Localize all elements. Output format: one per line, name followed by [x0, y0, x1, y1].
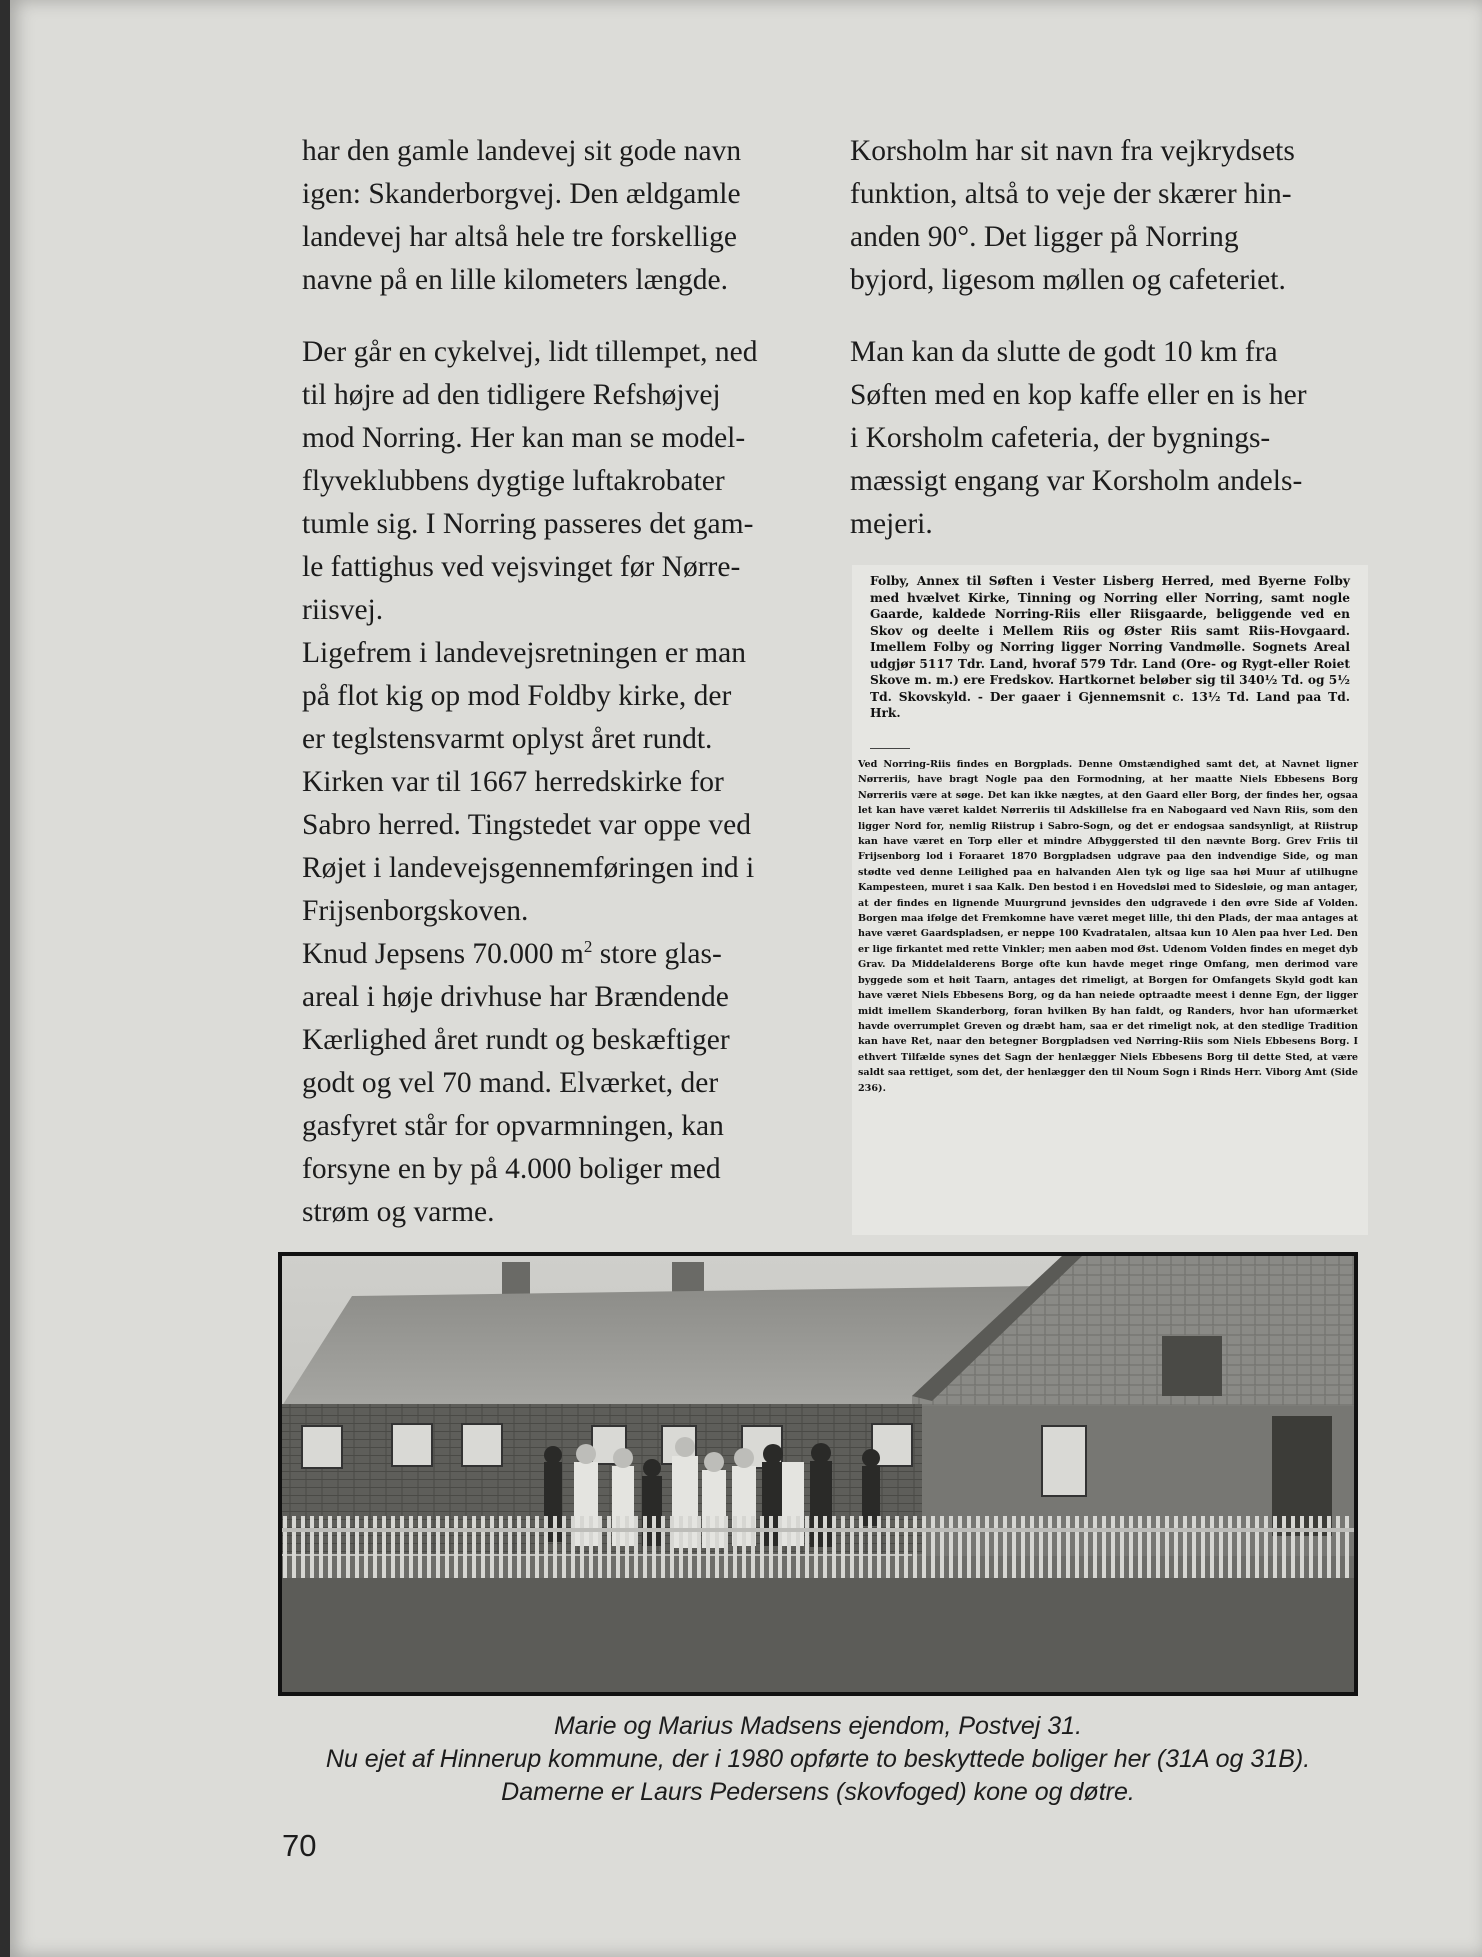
left-paragraph-4: Kirken var til 1667 herredskirke for Sabro herred. Tingstedet var oppe ved Røjet i landevejsgennemføringen ind i Frijsenborgskoven. [302, 766, 755, 927]
clipping-paragraph-2: Ved Norring-Riis findes en Borgplads. Denne Omstændighed samt det, at Navnet ligner Nørreriis, have bragt Nogle paa den Formodning, at her maatte Niels Ebbesens Borg Nørreriis være at søge. Det kan ikke nægtes, at den Gaard eller Borg, der findes her, ogsaa let kan have været kaldet Nørreriis til Adskillelse fra en Nabogaard ved Navn Riis, som den ligger Nord for, nemlig Riistrup i Sabro-Sogn, og det er endogsaa sandsynligt, at Riistrup kan have været en Torp eller et mindre Afbyggersted til den nævnte Borg. Grev Friis til Frijsenborg lod i Foraaret 1870 Borgpladsen udgrave paa den indvendige Side, og man stødte ved denne Leilighed paa en halvanden Alen tyk og lige saa høi Muur af utilhugne Kampesteen, muret i saa Kalk. Den bestod i en Hovedsløi med to Sidesløie, og man antager, at der findes en lignende Muurgrund jevnsides den udgravede i den øvre Side af Volden. Borgen maa ifølge det Fremkomne have været meget lille, thi den Plads, der maa antages at have været Gaardspladsen, er neppe 100 Kvadratalen, altsaa kun 10 Alen paa hver Led. Den er lige firkantet med rette Vinkler; men aaben mod Øst. Udenom Volden findes en meget dyb Grav. Da Middelalderens Borge ofte kun havde meget ringe Omfang, men derimod vare byggede som et høit Taarn, antages det rimeligt, at Borgen for Omfangets Skyld godt kan have været Niels Ebbesens Borg, og da han neiede optraadte meest i denne Egn, der ligger midt imellem Skanderborg, foran hvilken By han faldt, og Randers, hvor han uformærket havde overrumplet Greven og dræbt ham, saa er det rimeligt nok, at den stedlige Tradition kan have Ret, naar den betegner Borgpladsen ved Nørring-Riis som Niels Ebbesens Borg. I ethvert Tilfælde synes det Sagn der henlægger Niels Ebbesens Borg til dette Sted, at være saldt saa rettiget, som det, der henlægger den til Noum Sogn i Rinds Herr. Viborg Amt (Side 236). [858, 759, 1358, 1094]
left-paragraph-3: Ligefrem i landevejsretningen er man på flot kig op mod Foldby kirke, der er teglstensvarmt oplyst året rundt. [302, 637, 746, 755]
book-page [10, 0, 1482, 1957]
left-paragraph-2: Der går en cykelvej, lidt tillempet, ned til højre ad den tidligere Refshøjvej mod Norring. Her kan man se model- flyveklubbens dygtige luftakrobater tumle sig. I Norring passeres det gam- le fattighus ved vejsvinget før Nørre- riisvej. [302, 336, 758, 626]
area-text: Knud Jepsens 70.000 m [302, 938, 584, 970]
caption-line-2: Nu ejet af Hinnerup kommune, der i 1980 opførte to beskyttede boliger her (31A og 31B). [325, 1745, 1311, 1773]
right-paragraph-1: Korsholm har sit navn fra vejkrydsets funktion, altså to veje der skærer hin- anden 90°. Det ligger på Norring byjord, ligesom møllen og cafeteriet. [850, 135, 1295, 296]
photo-caption [278, 1710, 1358, 1809]
clipping-paragraph-1: Folby, Annex til Søften i Vester Lisberg Herred, med Byerne Folby med hvælvet Kirke, Tinning og Norring eller Norring, samt nogle Gaarde, kaldede Norring-Riis eller Riisgaarde, beliggende ved en Skov og deelte i Mellem Riis og Øster Riis samt Riis-Hovgaard. Imellem Folby og Norring ligger Norring Vandmølle. Sognets Areal udgjør 5117 Tdr. Land, hvoraf 579 Tdr. Land (Ore- og Rygt-eller Roiet Skove m. m.) ere Fredskov. Hartkornet beløber sig til 340½ Td. og 5½ Td. Skovskyld. - Der gaaer i Gjennemsnit c. 13½ Td. Land paa Td. Hrk. [870, 574, 1350, 720]
right-paragraph-2: Man kan da slutte de godt 10 km fra Søften med en kop kaffe eller en is her i Korsholm cafeteria, der bygnings- mæssigt engang var Korsholm andels- mejeri. [850, 336, 1307, 540]
newspaper-clipping [852, 565, 1368, 1235]
clipping-divider [870, 748, 910, 749]
historic-photo [278, 1252, 1358, 1696]
area-text-rest: store glas- areal i høje drivhuse har Brændende Kærlighed året rundt og beskæftiger godt og vel 70 mand. Elværket, der gasfyret står for opvarmningen, kan forsyne en by på 4.000 boliger med strøm og varme. [302, 938, 730, 1228]
caption-line-3: Damerne er Laurs Pedersens (skovfoged) kone og døtre. [501, 1778, 1135, 1806]
right-text-column [850, 130, 1380, 546]
square-superscript: 2 [583, 937, 593, 957]
farmhouse-photo-illustration [282, 1256, 1354, 1692]
caption-line-1: Marie og Marius Madsens ejendom, Postvej 31. [553, 1712, 1083, 1740]
left-text-column [302, 130, 822, 1234]
left-paragraph-5 [302, 933, 822, 1234]
left-paragraph-1: har den gamle landevej sit gode navn igen: Skanderborgvej. Den ældgamle landevej har altså hele tre forskellige navne på en lille kilometers længde. [302, 135, 742, 296]
page-number: 70 [282, 1828, 317, 1863]
